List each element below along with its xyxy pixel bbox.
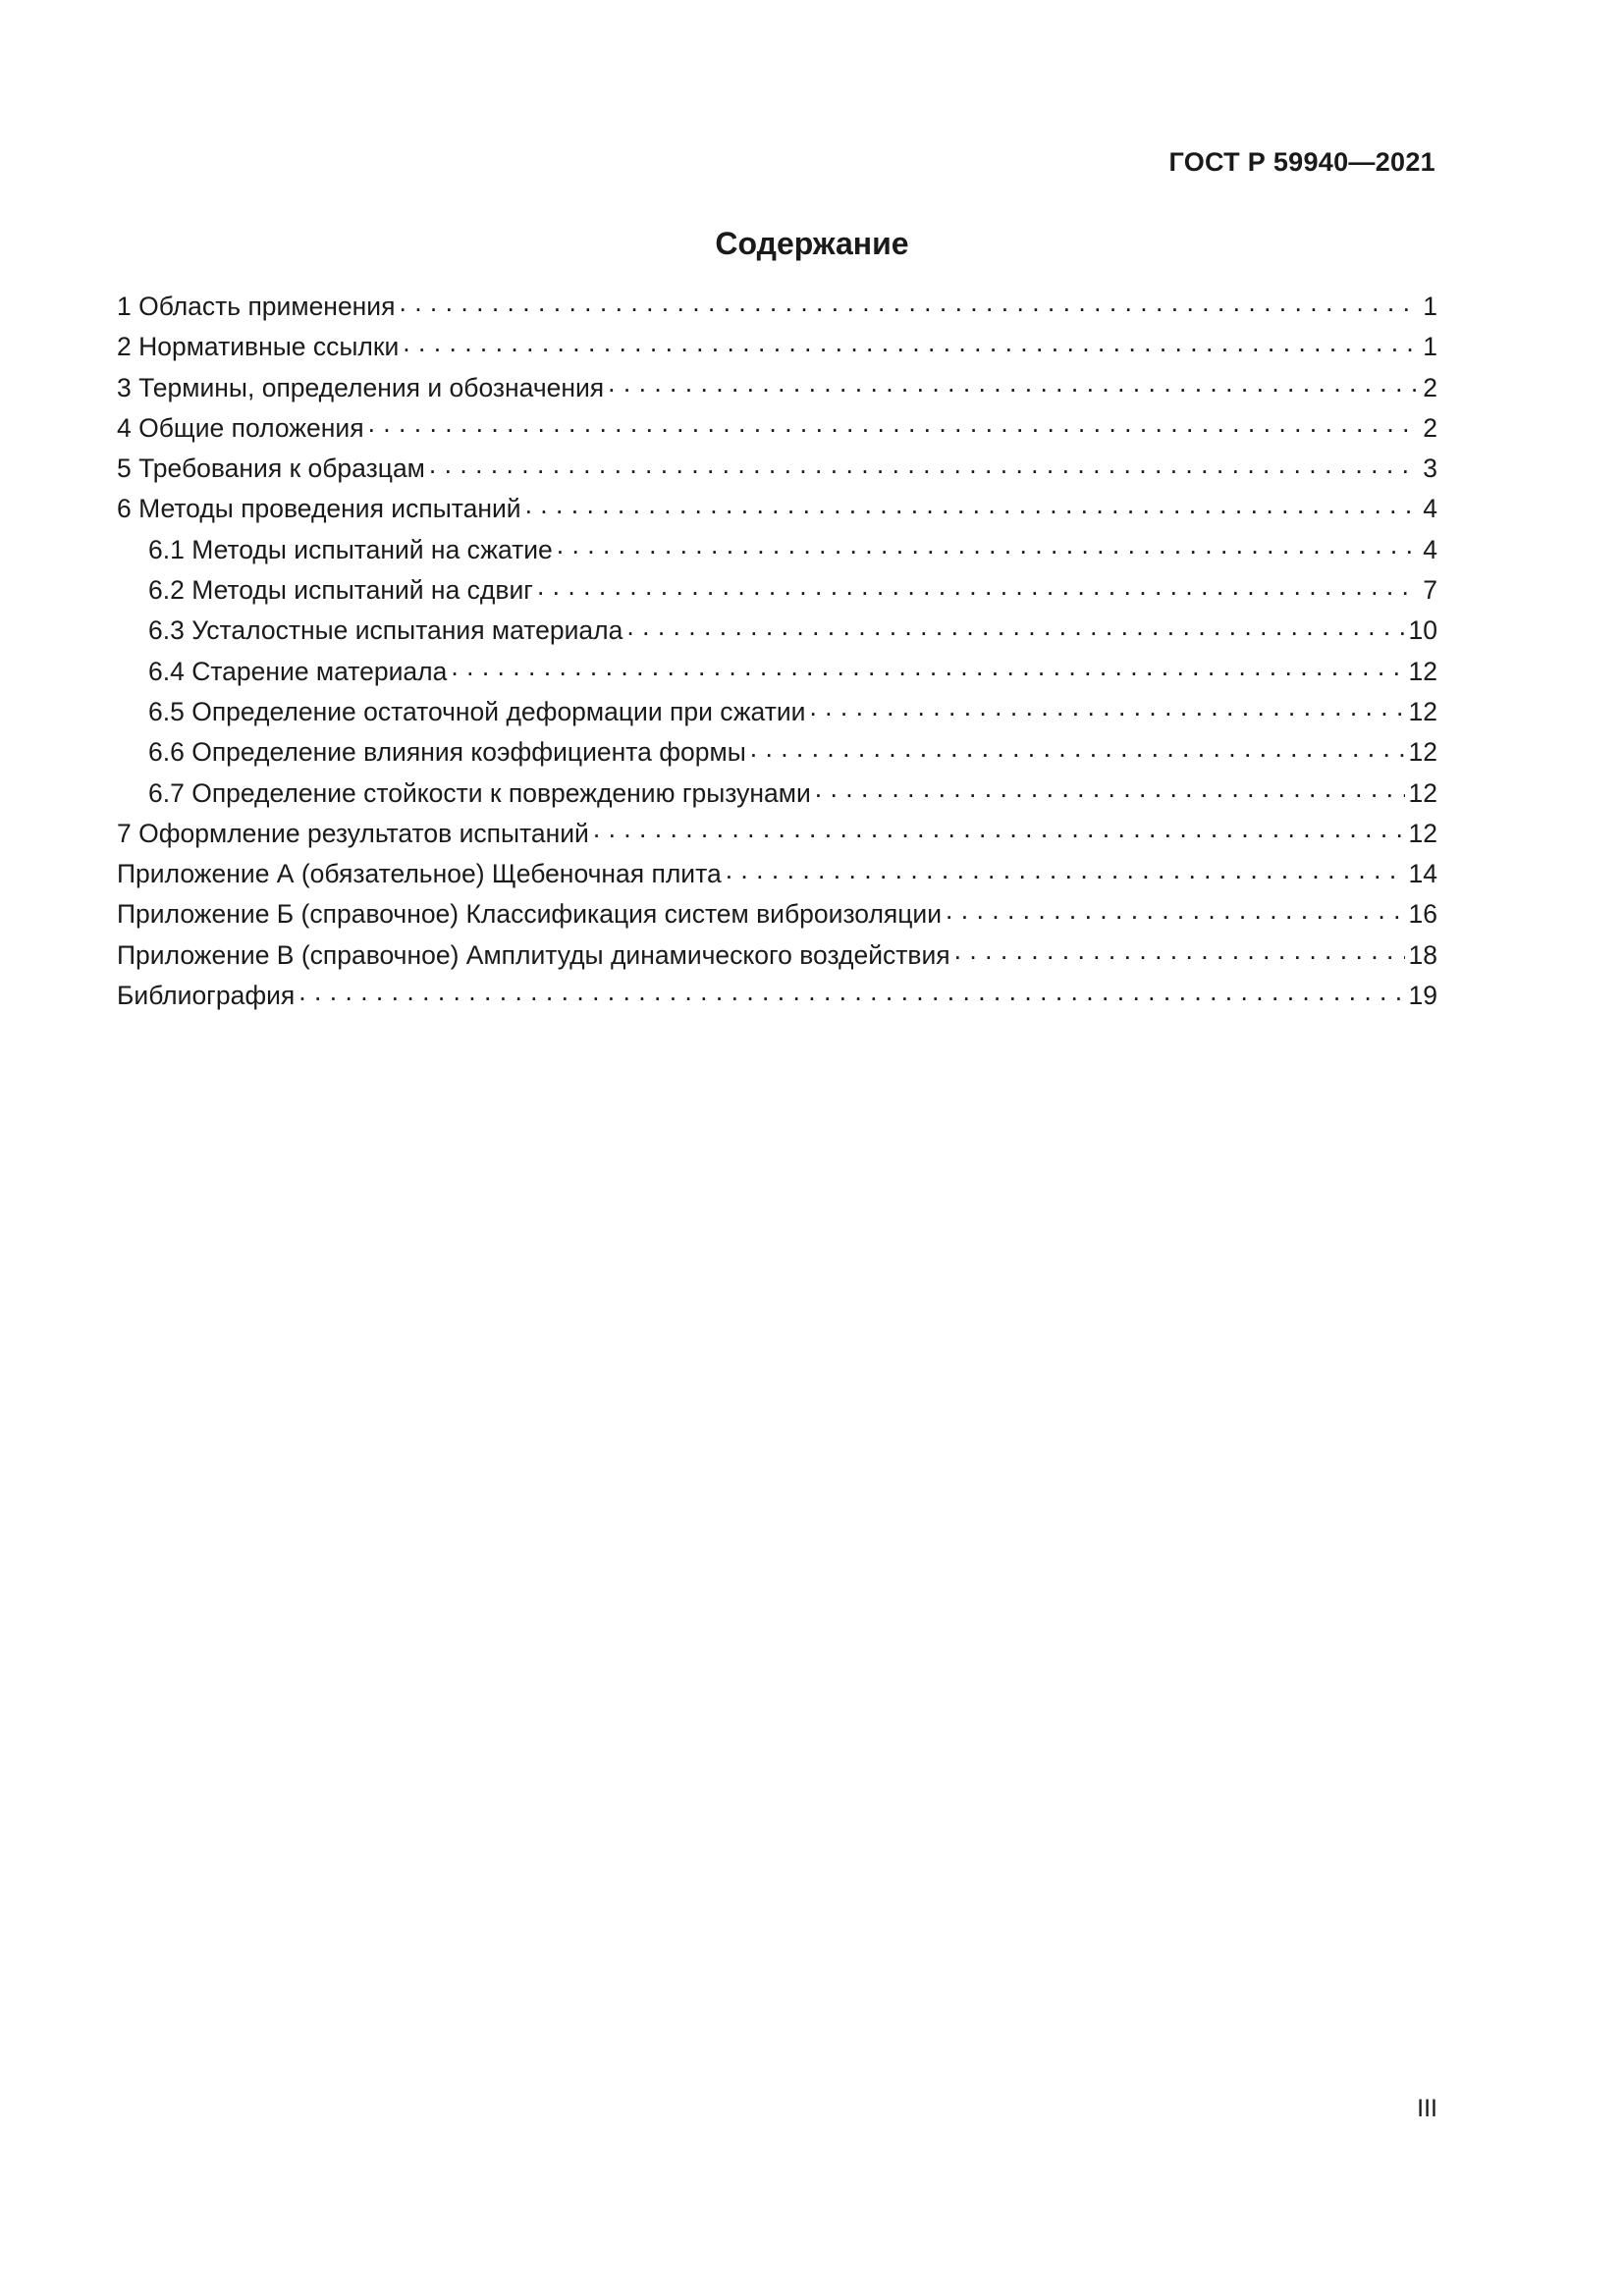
toc-dot-leader [593,816,1405,842]
toc-entry-label: 5 Требования к образцам [117,454,425,484]
toc-entry[interactable] [117,408,1437,449]
toc-dot-leader [626,614,1404,640]
toc-entry-page: 4 [1423,494,1437,524]
toc-dot-leader [368,410,1420,437]
toc-entry-page: 1 [1423,332,1437,362]
toc-entry[interactable] [117,368,1437,408]
toc-entry-page: 7 [1423,575,1437,606]
toc-entry[interactable] [117,814,1437,854]
toc-dot-leader [750,735,1405,762]
toc-entry-label: 6 Методы проведения испытаний [117,494,521,524]
toc-entry-page: 12 [1408,656,1437,686]
toc-entry-page: 19 [1408,981,1437,1011]
document-code: ГОСТ Р 59940—2021 [1168,147,1435,177]
table-of-contents [117,287,1437,1016]
toc-entry[interactable] [117,894,1437,934]
toc-entry-label: Приложение А (обязательное) Щебеночная плита [117,859,722,889]
toc-entry[interactable] [117,530,1437,570]
toc-dot-leader [557,532,1419,559]
page-number: III [1417,2095,1437,2122]
toc-entry-page: 12 [1408,696,1437,726]
toc-entry[interactable] [117,327,1437,367]
toc-entry-label: 6.7 Определение стойкости к повреждению грызунами [148,777,811,808]
toc-entry-page: 18 [1408,939,1437,970]
toc-entry[interactable] [117,570,1437,611]
toc-entry[interactable] [117,692,1437,732]
toc-dot-leader [954,937,1405,964]
toc-entry-page: 3 [1423,454,1437,484]
toc-entry-page: 2 [1423,372,1437,402]
toc-entry-page: 1 [1423,292,1437,321]
toc-entry-label: Приложение Б (справочное) Классификация систем виброизоляции [117,899,943,930]
toc-dot-leader [429,452,1419,478]
toc-entry-label: 4 Общие положения [117,412,364,443]
toc-entry-label: 1 Область применения [117,292,396,321]
toc-entry[interactable] [117,976,1437,1016]
toc-title: Содержание [715,226,909,261]
toc-entry-label: 3 Термины, определения и обозначения [117,372,605,402]
toc-entry[interactable] [117,611,1437,651]
toc-dot-leader [525,492,1420,518]
toc-entry-page: 12 [1408,818,1437,848]
toc-dot-leader [399,290,1419,316]
toc-entry-label: Библиография [117,981,296,1011]
toc-entry[interactable] [117,732,1437,773]
toc-entry[interactable] [117,449,1437,489]
toc-entry-page: 2 [1423,412,1437,443]
toc-dot-leader [608,370,1419,397]
toc-dot-leader [809,694,1404,721]
toc-entry-page: 14 [1408,859,1437,889]
toc-entry-label: 2 Нормативные ссылки [117,332,400,362]
toc-entry[interactable] [117,287,1437,327]
toc-dot-leader [946,897,1404,924]
toc-entry-label: 6.1 Методы испытаний на сжатие [148,534,553,564]
toc-entry-label: 6.2 Методы испытаний на сдвиг [148,575,533,606]
toc-entry-label: 6.6 Определение влияния коэффициента формы [148,737,746,768]
toc-entry[interactable] [117,652,1437,692]
toc-entry-page: 10 [1408,615,1437,646]
toc-entry[interactable] [117,489,1437,529]
toc-dot-leader [537,573,1419,600]
toc-entry[interactable] [117,854,1437,894]
toc-entry-page: 4 [1423,534,1437,564]
toc-entry[interactable] [117,774,1437,814]
toc-entry-label: 6.3 Усталостные испытания материала [148,615,623,646]
toc-dot-leader [451,654,1404,680]
toc-dot-leader [298,979,1404,1005]
toc-dot-leader [403,330,1419,356]
toc-entry-label: 6.5 Определение остаточной деформации при сжатии [148,696,806,726]
toc-entry-label: Приложение В (справочное) Амплитуды динамического воздействия [117,939,950,970]
toc-entry-page: 12 [1408,737,1437,768]
toc-entry-page: 16 [1408,899,1437,930]
toc-entry[interactable] [117,935,1437,976]
toc-dot-leader [815,775,1405,802]
toc-entry-page: 12 [1408,777,1437,808]
toc-entry-label: 7 Оформление результатов испытаний [117,818,589,848]
toc-dot-leader [726,857,1405,883]
toc-entry-label: 6.4 Старение материала [148,656,448,686]
